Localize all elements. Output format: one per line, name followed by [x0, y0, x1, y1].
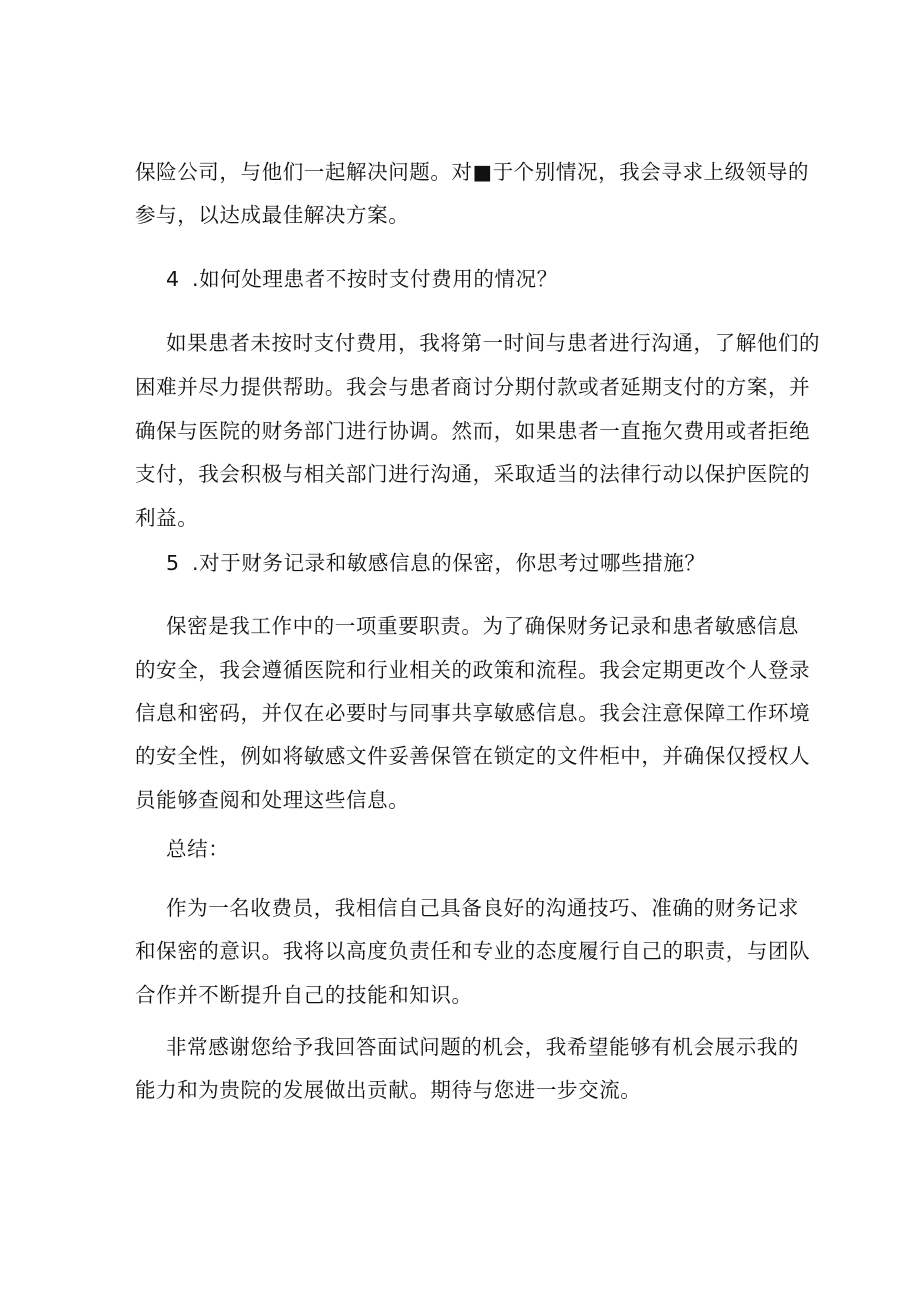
paragraph-line: 非常感谢您给予我回答面试问题的机会，我希望能够有机会展示我的: [166, 1035, 799, 1059]
paragraph-line: 支付，我会积极与相关部门进行沟通，采取适当的法律行动以保护医院的: [135, 462, 811, 486]
paragraph-line: 员能够查阅和处理这些信息。: [135, 788, 410, 812]
paragraph-line: 如果患者未按时支付费用，我将第一时间与患者进行沟通，了解他们的: [166, 331, 821, 355]
question-text: .对于财务记录和敏感信息的保密，你思考过哪些措施？: [192, 551, 706, 575]
paragraph-line: 利益。: [135, 506, 199, 530]
paragraph-line: 困难并尽力提供帮助。我会与患者商讨分期付款或者延期支付的方案，并: [135, 375, 811, 399]
paragraph-line: 保险公司，与他们一起解决问题。对■于个别情况，我会寻求上级领导的: [135, 160, 810, 184]
paragraph-line: 作为一名收费员，我相信自己具备良好的沟通技巧、准确的财务记求: [166, 896, 799, 920]
paragraph-line: 保密是我工作中的一项重要职责。为了确保财务记录和患者敏感信息: [166, 614, 799, 638]
paragraph-line: 参与，以达成最佳解决方案。: [135, 203, 410, 227]
paragraph-line: 能力和为贵院的发展做出贡献。期待与您进一步交流。: [135, 1078, 642, 1102]
paragraph-line: 的安全，我会遵循医院和行业相关的政策和流程。我会定期更改个人登录: [135, 658, 811, 682]
question-number: 4: [166, 267, 180, 291]
paragraph-line: 信息和密码，并仅在必要时与同事共享敏感信息。我会注意保障工作环境: [135, 701, 811, 725]
paragraph-line: 的安全性，例如将敏感文件妥善保管在锁定的文件柜中，并确保仅授权人: [135, 744, 811, 768]
summary-heading: 总结：: [166, 837, 230, 861]
paragraph-line: 合作并不断提升自己的技能和知识。: [135, 983, 473, 1007]
paragraph-line: 和保密的意识。我将以高度负责任和专业的态度履行自己的职责，与团队: [135, 939, 811, 963]
paragraph-line: 确保与医院的财务部门进行协调。然而，如果患者一直拖欠费用或者拒绝: [135, 419, 811, 443]
question-4-heading: [166, 266, 816, 292]
question-5-heading: [166, 550, 816, 576]
question-text: .如何处理患者不按时支付费用的情况？: [192, 267, 558, 291]
question-number: 5: [166, 551, 180, 575]
